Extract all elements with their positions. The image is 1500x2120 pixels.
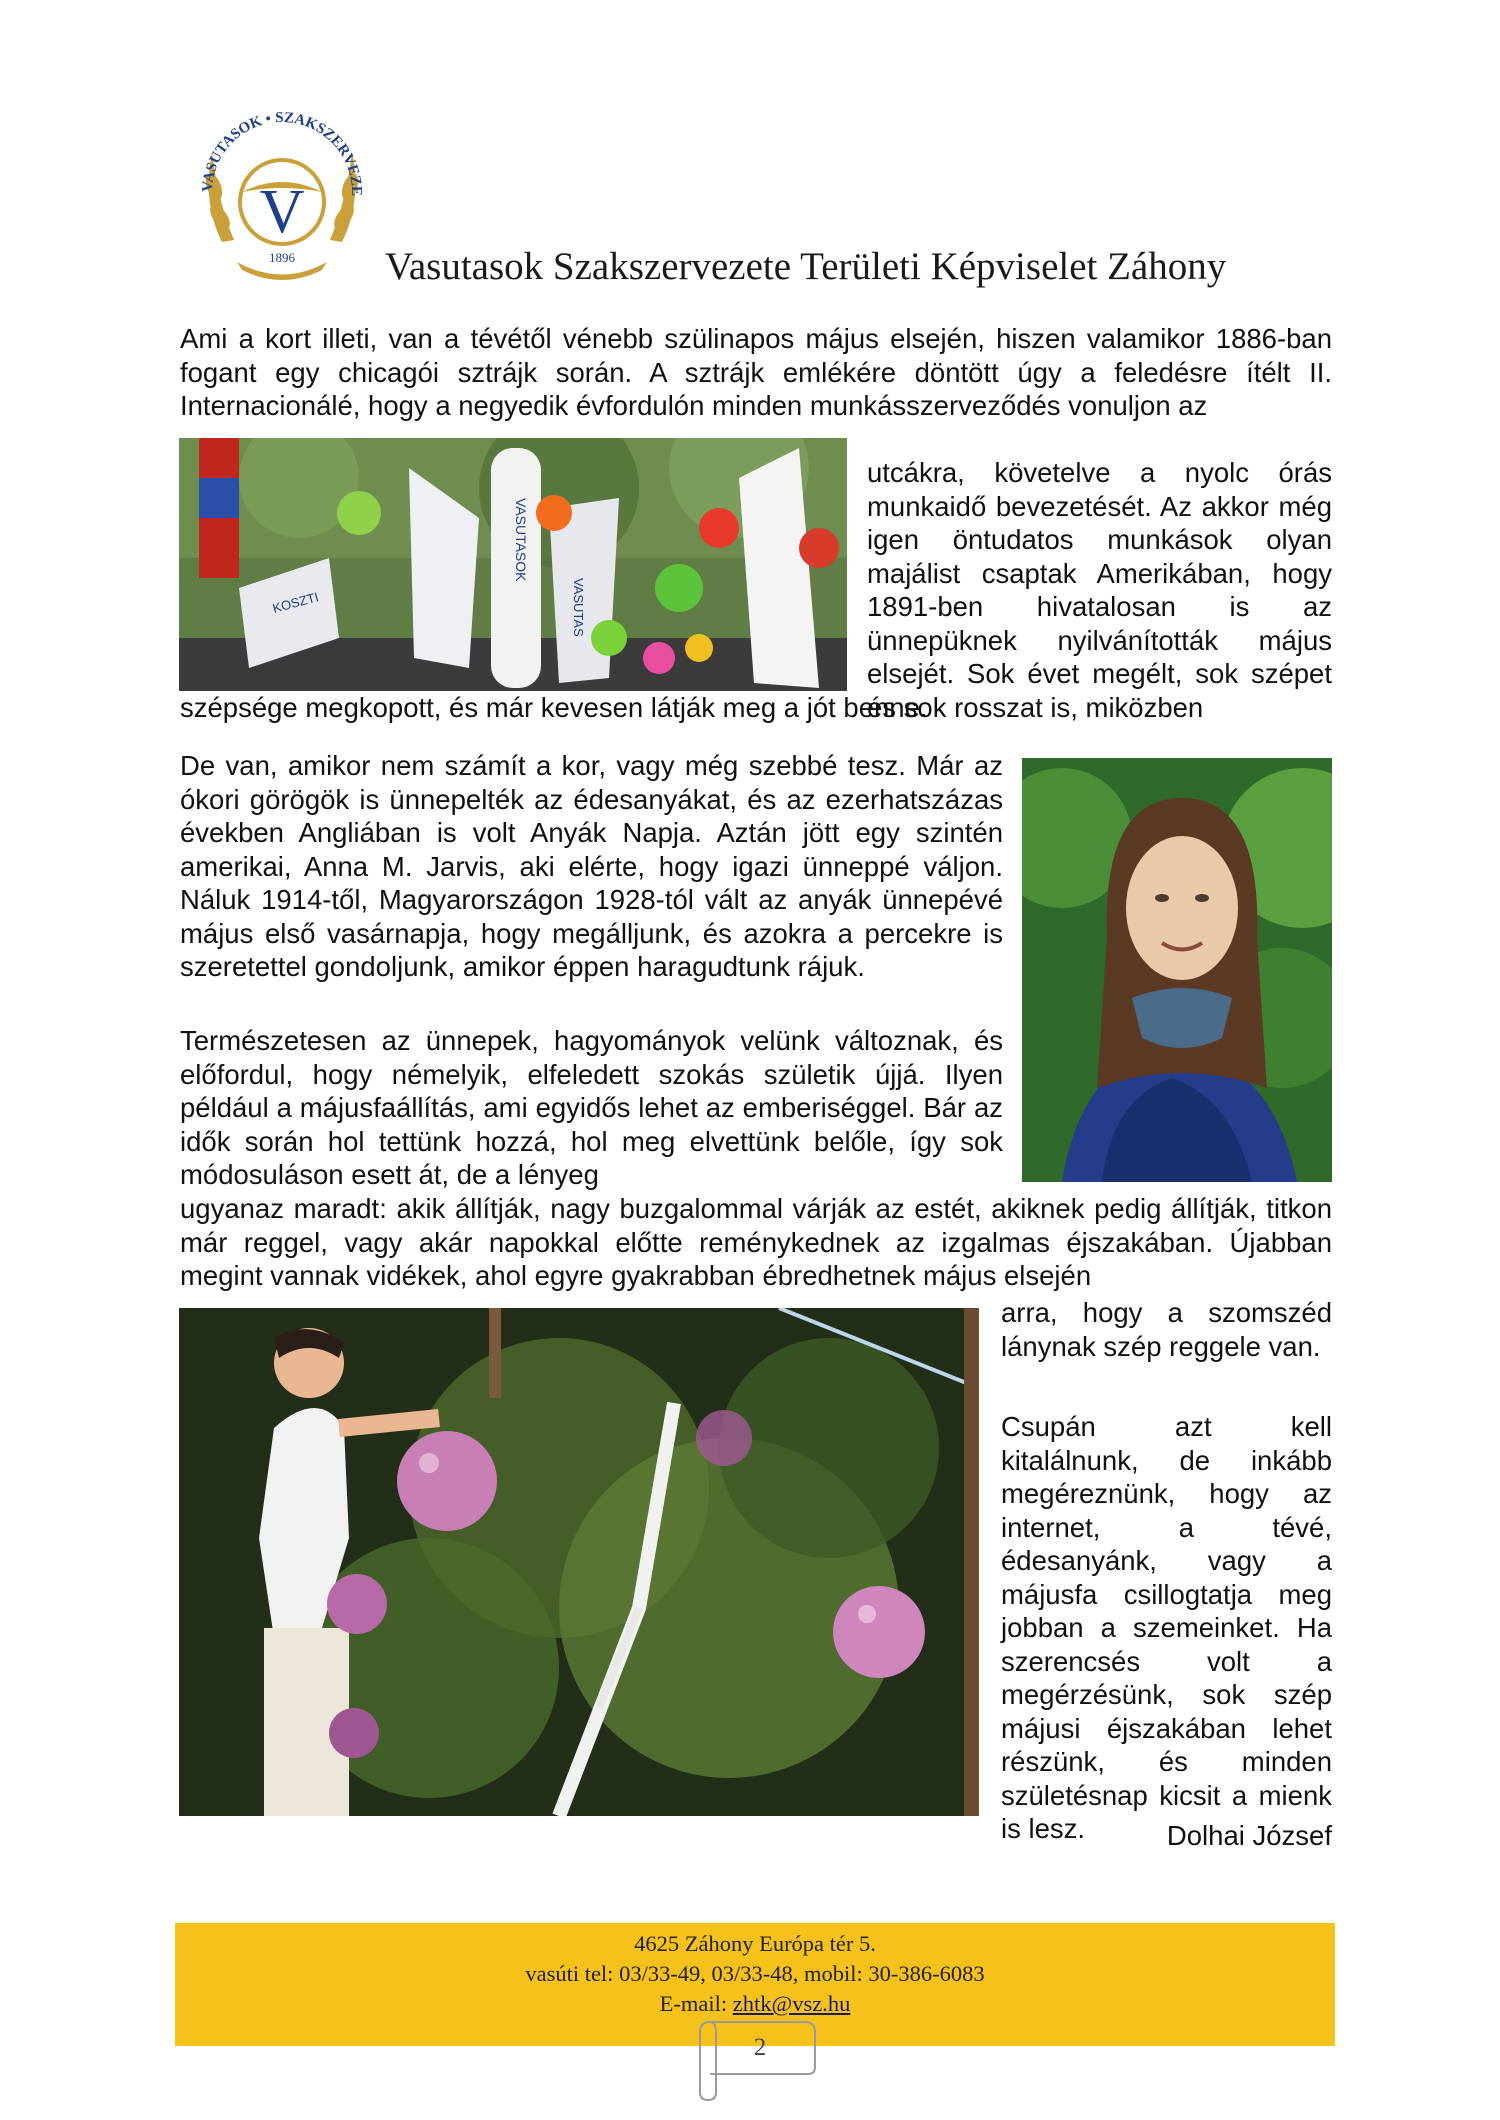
may-day-march-photo: [179, 438, 847, 691]
footer-email-label: E-mail:: [659, 1991, 733, 2016]
article-paragraph-1-wrap: utcákra, követelve a nyolc órás munkaidő bevezetését. Az akkor még igen öntudatos munkások olyan majálist csaptak Amerikában, hogy 1891-ben hivatalosan is az ünnepüknek nyilvánították május elsejét. Sok évet megélt, sok szépet és sok rosszat is, miközben: [867, 457, 1332, 723]
logo-year: 1896: [269, 250, 295, 265]
march-flag-text-2: VASUTAS: [571, 578, 586, 637]
article-paragraph-1-end: szépsége megkopott, és már kevesen látják meg a jót benne.: [180, 692, 928, 723]
article-paragraph-3-end: arra, hogy a szomszéd lánynak szép reggele van.: [1001, 1297, 1332, 1362]
page-number: 2: [753, 2034, 767, 2061]
article-paragraph-4: Csupán azt kell kitalálnunk, de inkább megéreznünk, hogy az internet, a tévé, édesanyánk, vagy a májusfa csillogtatja meg jobban a szemeinket. Ha szerencsés volt a megérzésünk, sok szép májusi éjszakában lehet részünk, és minden születésnap kicsit a mienk is lesz.: [1001, 1411, 1332, 1844]
footer-phones: vasúti tel: 03/33-49, 03/33-48, mobil: 30-386-6083: [525, 1961, 985, 1986]
footer-address: 4625 Záhony Európa tér 5.: [634, 1931, 876, 1956]
logo-letter: V: [259, 178, 305, 246]
mother-portrait-painting: [1022, 758, 1332, 1182]
article-paragraph-3-wrap: Természetesen az ünnepek, hagyományok velünk változnak, és előfordul, hogy némelyik, elfeledett szokás születik újjá. Ilyen például a májusfaállítás, ami egyidős lehet az emberiséggel. Bár az idők során hol tettünk hozzá, hol meg elvettünk belőle, így sok módosuláson esett át, de a lényeg: [180, 1025, 1003, 1190]
footer-email-link[interactable]: zhtk@vsz.hu: [732, 1991, 851, 2016]
article-paragraph-1-intro: Ami a kort illeti, van a tévétől vénebb szülinapos május elsején, hiszen valamikor 1886-ban fogant egy chicagói sztrájk során. A sztrájk emlékére döntött úgy a feledésre ítélt II. Internacionálé, hogy a negyedik évfordulón minden munkásszerveződés vonuljon az: [180, 323, 1332, 421]
author-signature: Dolhai József: [1166, 1820, 1332, 1851]
march-flag-text-3: KOSZTI: [270, 589, 321, 616]
union-logo: [182, 92, 382, 292]
organization-title: Vasutasok Szakszervezete Területi Képviselet Záhony: [385, 245, 1227, 288]
logo-ring-text: VASUTASOK • SZAKSZERVEZE: [199, 109, 365, 197]
march-flag-text-1: VASUTASOK: [513, 498, 529, 582]
article-paragraph-2: De van, amikor nem számít a kor, vagy még szebbé tesz. Már az ókori görögök is ünnepelték az édesanyákat, és az ezerhatszázas években Angliában is volt Anyák Napja. Aztán jött egy szintén amerikai, Anna M. Jarvis, aki elérte, hogy igazi ünneppé váljon. Náluk 1914-től, Magyarországon 1928-tól vált az anyák ünnepévé május első vasárnapja, hogy megálljunk, és azokra a percekre is szeretettel gondoljunk, amikor éppen haragudtunk rájuk.: [180, 750, 1003, 982]
maypole-night-photo: [179, 1308, 979, 1816]
article-paragraph-3-full: ugyanaz maradt: akik állítják, nagy buzgalommal várják az estét, akiknek pedig állítják, titkon már reggel, vagy akár napokkal előtte reménykednek az izgalmas éjszakában. Újabban megint vannak vidékek, ahol egyre gyakrabban ébredhetnek május elsején: [180, 1193, 1332, 1291]
